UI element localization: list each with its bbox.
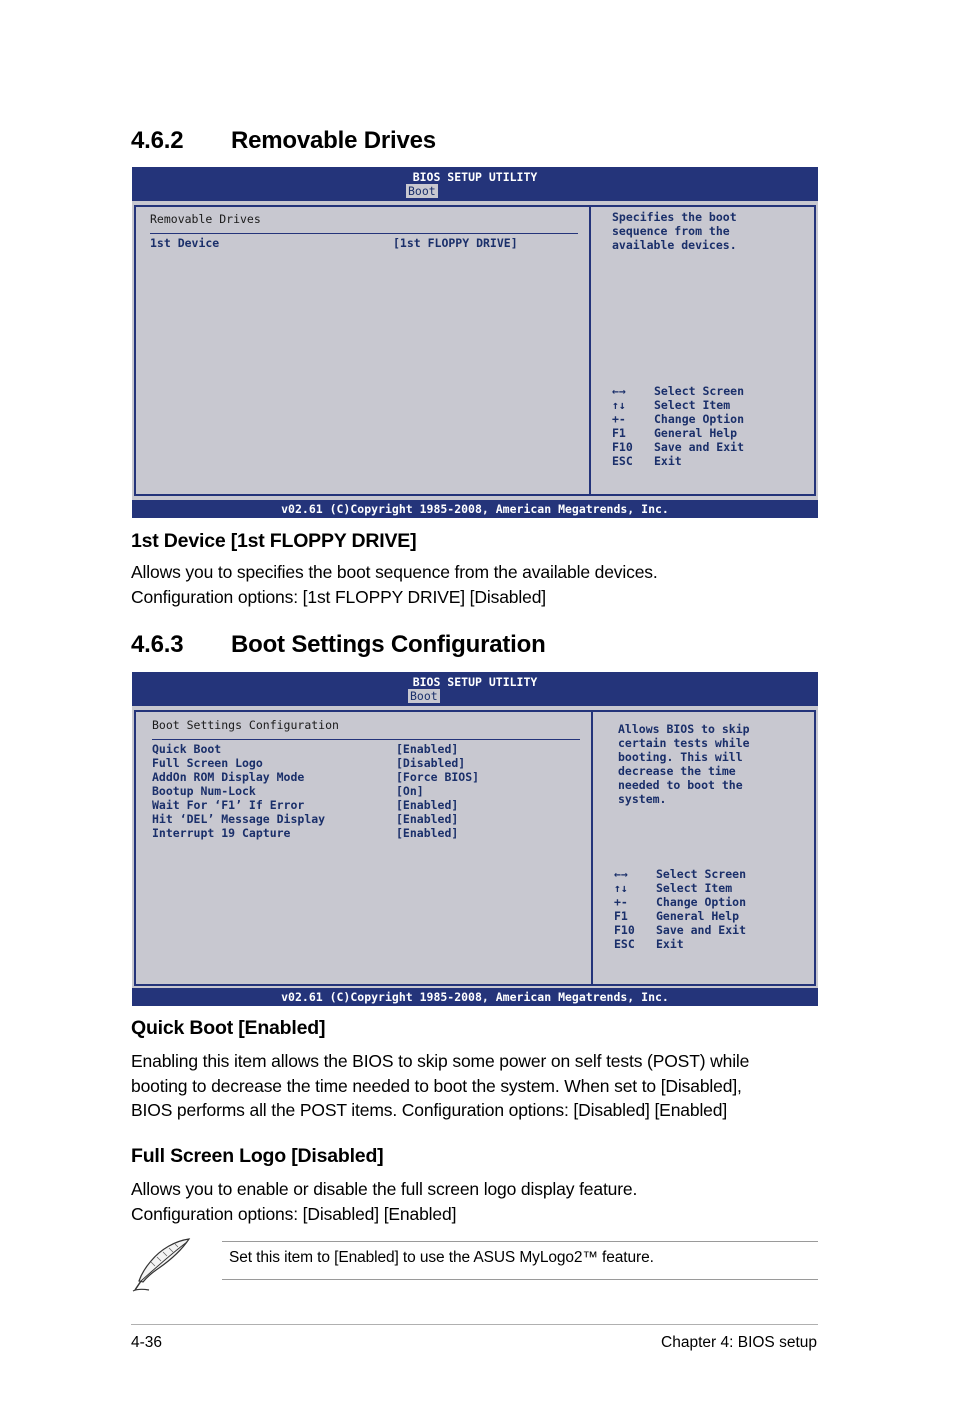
bios-key-hint: ↑↓ Select Item bbox=[614, 881, 733, 895]
arrows-lr-icon: ←→ bbox=[612, 384, 626, 398]
bios-title-underline bbox=[152, 739, 580, 740]
bios-key-hint: ←→ Select Screen bbox=[612, 384, 745, 398]
bios-item-label[interactable]: 1st Device bbox=[150, 236, 220, 250]
bios-help-text: needed to boot the bbox=[618, 778, 743, 792]
bios-key-hint: ←→ Select Screen bbox=[614, 867, 747, 881]
bios-key-hint: F1 General Help bbox=[614, 909, 740, 923]
page-number: 4-36 bbox=[131, 1334, 163, 1351]
subsection-title-1st-device: 1st Device [1st FLOPPY DRIVE] bbox=[131, 530, 417, 552]
section-number: 4.6.2 bbox=[131, 127, 184, 154]
bios-header bbox=[132, 167, 818, 201]
bios-item-label[interactable]: Hit ‘DEL’ Message Display bbox=[152, 812, 326, 826]
bios-item-value[interactable]: [Force BIOS] bbox=[396, 770, 480, 784]
bios-item-value[interactable]: [1st FLOPPY DRIVE] bbox=[393, 236, 518, 250]
bios-item-value[interactable]: [Enabled] bbox=[396, 826, 459, 840]
arrows-ud-icon: ↑↓ bbox=[612, 398, 626, 412]
bios-help-text: sequence from the bbox=[612, 224, 730, 238]
bios-item-value[interactable]: [Enabled] bbox=[396, 798, 459, 812]
subsection-description: Allows you to enable or disable the full screen logo display feature. Configuration options: [Disabled] [Enabled] bbox=[131, 1179, 638, 1224]
bios-item-value[interactable]: [Enabled] bbox=[396, 742, 459, 756]
bios-tab-boot[interactable]: Boot bbox=[410, 689, 438, 703]
bios-screen-boot-settings bbox=[132, 672, 818, 1006]
bios-key-hint: ESC Exit bbox=[614, 937, 684, 951]
bios-item-label[interactable]: Interrupt 19 Capture bbox=[152, 826, 291, 840]
bios-panel-title: Boot Settings Configuration bbox=[152, 718, 339, 732]
bios-item-label[interactable]: Full Screen Logo bbox=[152, 756, 263, 770]
bios-key-hint: +- Change Option bbox=[612, 412, 745, 426]
bios-tab-boot[interactable]: Boot bbox=[408, 184, 436, 198]
bios-copyright-footer: v02.61 (C)Copyright 1985-2008, American Megatrends, Inc. bbox=[132, 500, 818, 518]
arrows-lr-icon: ←→ bbox=[614, 867, 628, 881]
note-bottom-rule bbox=[222, 1279, 818, 1280]
bios-key-hint: ↑↓ Select Item bbox=[612, 398, 731, 412]
bios-item-value[interactable]: [On] bbox=[396, 784, 424, 798]
note-text: Set this item to [Enabled] to use the ASUS MyLogo2™ feature. bbox=[229, 1249, 654, 1266]
bios-key-hint: F10 Save and Exit bbox=[612, 440, 745, 454]
feather-pen-icon bbox=[131, 1237, 193, 1293]
bios-item-label[interactable]: Quick Boot bbox=[152, 742, 222, 756]
note-top-rule bbox=[222, 1241, 818, 1242]
bios-panel-title: Removable Drives bbox=[150, 212, 261, 226]
bios-screen-removable-drives bbox=[132, 167, 818, 518]
chapter-label: Chapter 4: BIOS setup bbox=[661, 1334, 817, 1351]
section-heading-removable-drives bbox=[131, 127, 436, 155]
bios-item-value[interactable]: [Disabled] bbox=[396, 756, 466, 770]
bios-key-hint: ESC Exit bbox=[612, 454, 682, 468]
subsection-title-full-screen-logo: Full Screen Logo [Disabled] bbox=[131, 1145, 384, 1167]
bios-help-text: Allows BIOS to skip bbox=[618, 722, 750, 736]
bios-item-label[interactable]: Wait For ‘F1’ If Error bbox=[152, 798, 305, 812]
bios-help-text: certain tests while bbox=[618, 736, 750, 750]
bios-help-text: Specifies the boot bbox=[612, 210, 737, 224]
bios-divider bbox=[589, 207, 591, 494]
bios-key-hint: F10 Save and Exit bbox=[614, 923, 747, 937]
bios-header-title: BIOS SETUP UTILITY bbox=[412, 170, 538, 184]
bios-help-text: booting. This will bbox=[618, 750, 743, 764]
arrows-ud-icon: ↑↓ bbox=[614, 881, 628, 895]
bios-copyright-footer: v02.61 (C)Copyright 1985-2008, American Megatrends, Inc. bbox=[132, 988, 818, 1006]
bios-title-underline bbox=[150, 233, 578, 234]
section-number: 4.6.3 bbox=[131, 631, 184, 658]
bios-help-text: system. bbox=[618, 792, 667, 806]
bios-help-text: decrease the time bbox=[618, 764, 736, 778]
subsection-description: Enabling this item allows the BIOS to skip some power on self tests (POST) while booting to decrease the time needed to boot the system. When set to [Disabled], BIOS performs all the POST items. Configuration options: [Disabled] [Enabled] bbox=[131, 1051, 750, 1120]
subsection-description: Allows you to specifies the boot sequence from the available devices. Configuration options: [1st FLOPPY DRIVE] [Disabled] bbox=[131, 562, 658, 607]
bios-divider bbox=[591, 712, 593, 984]
bios-item-value[interactable]: [Enabled] bbox=[396, 812, 459, 826]
bios-item-label[interactable]: Bootup Num-Lock bbox=[152, 784, 256, 798]
section-heading-boot-settings bbox=[131, 631, 546, 659]
footer-rule bbox=[131, 1324, 818, 1325]
bios-key-hint: F1 General Help bbox=[612, 426, 738, 440]
bios-item-label[interactable]: AddOn ROM Display Mode bbox=[152, 770, 305, 784]
bios-header-title: BIOS SETUP UTILITY bbox=[412, 675, 538, 689]
bios-header bbox=[132, 672, 818, 706]
subsection-title-quick-boot: Quick Boot [Enabled] bbox=[131, 1017, 326, 1039]
bios-key-hint: +- Change Option bbox=[614, 895, 747, 909]
section-title: Removable Drives bbox=[231, 127, 436, 154]
bios-help-text: available devices. bbox=[612, 238, 737, 252]
section-title: Boot Settings Configuration bbox=[231, 631, 546, 658]
